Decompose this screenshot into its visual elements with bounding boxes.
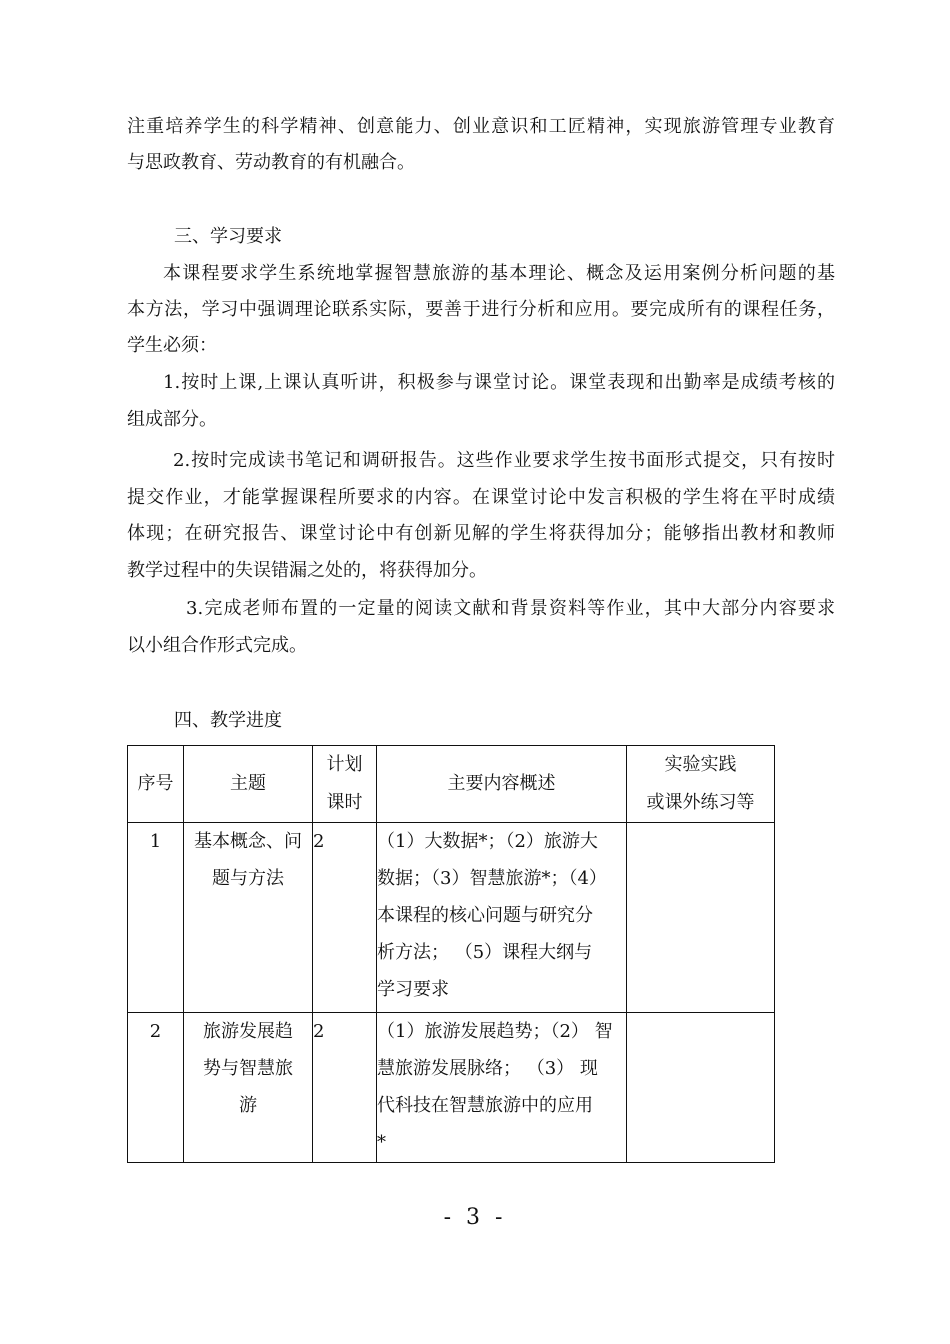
header-topic: 主题 — [184, 746, 313, 823]
cell-topic — [184, 1013, 313, 1163]
cell-content-line: 慧旅游发展脉络； （3） 现 — [377, 1058, 598, 1079]
section-heading: 三、学习要求 — [174, 226, 282, 247]
table-row — [128, 1013, 775, 1163]
header-seq: 序号 — [128, 746, 184, 823]
section-heading: 四、教学进度 — [174, 710, 282, 731]
header-practice-line1: 实验实践 — [664, 754, 737, 775]
list-item-text: 体现；在研究报告、课堂讨论中有创新见解的学生将获得加分；能够指出教材和教师 — [127, 523, 835, 544]
header-hours — [313, 746, 377, 823]
cell-seq: 1 — [128, 823, 184, 1013]
cell-practice — [627, 1013, 775, 1163]
header-practice — [627, 746, 775, 823]
cell-practice — [627, 823, 775, 1013]
cell-topic-line: 势与智慧旅 — [203, 1058, 293, 1079]
cell-hours: 2 — [313, 823, 377, 1013]
cell-content — [377, 1013, 627, 1163]
header-practice-line2: 或课外练习等 — [646, 792, 755, 813]
cell-content-line: 代科技在智慧旅游中的应用 — [377, 1095, 593, 1116]
list-item-text: 1.按时上课,上课认真听讲，积极参与课堂讨论。课堂表现和出勤率是成绩考核的 — [163, 372, 835, 393]
schedule-table — [127, 745, 775, 1163]
cell-seq: 2 — [128, 1013, 184, 1163]
list-item-text: 2.按时完成读书笔记和调研报告。这些作业要求学生按书面形式提交，只有按时 — [173, 450, 835, 471]
cell-topic — [184, 823, 313, 1013]
list-item-text: 教学过程中的失误错漏之处的，将获得加分。 — [127, 560, 487, 581]
cell-topic-line: 题与方法 — [212, 868, 284, 889]
body-text-line: 本课程要求学生系统地掌握智慧旅游的基本理论、概念及运用案例分析问题的基 — [163, 263, 835, 284]
cell-topic-line: 基本概念、问 — [194, 831, 302, 852]
cell-content-line: 数据；（3）智慧旅游*；（4） — [377, 868, 607, 889]
list-item-text: 3.完成老师布置的一定量的阅读文献和背景资料等作业，其中大部分内容要求 — [186, 598, 835, 619]
cell-content-line: * — [377, 1132, 386, 1153]
body-text-line: 注重培养学生的科学精神、创意能力、创业意识和工匠精神，实现旅游管理专业教育 — [127, 116, 835, 137]
cell-content-line: （1）大数据*；（2）旅游大 — [377, 831, 598, 852]
page-number: - 3 - — [443, 1205, 507, 1230]
body-text-line: 学生必须： — [127, 335, 217, 356]
cell-content-line: 学习要求 — [377, 979, 449, 1000]
cell-hours: 2 — [313, 1013, 377, 1163]
cell-content-line: 析方法； （5）课程大纲与 — [377, 942, 593, 963]
cell-topic-line: 旅游发展趋 — [203, 1021, 293, 1042]
cell-content-line: 本课程的核心问题与研究分 — [377, 905, 593, 926]
header-content: 主要内容概述 — [377, 746, 627, 823]
body-text-line: 本方法，学习中强调理论联系实际，要善于进行分析和应用。要完成所有的课程任务， — [127, 299, 835, 320]
header-hours-line2: 课时 — [326, 792, 363, 813]
cell-topic-line: 游 — [239, 1095, 257, 1116]
list-item-text: 组成部分。 — [127, 409, 217, 430]
table-header-row — [128, 746, 775, 823]
cell-content — [377, 823, 627, 1013]
table-row — [128, 823, 775, 1013]
list-item-text: 以小组合作形式完成。 — [127, 635, 307, 656]
list-item-text: 提交作业，才能掌握课程所要求的内容。在课堂讨论中发言积极的学生将在平时成绩 — [127, 487, 835, 508]
cell-content-line: （1）旅游发展趋势；（2） 智 — [377, 1021, 613, 1042]
header-hours-line1: 计划 — [326, 754, 363, 775]
body-text-line: 与思政教育、劳动教育的有机融合。 — [127, 152, 415, 173]
